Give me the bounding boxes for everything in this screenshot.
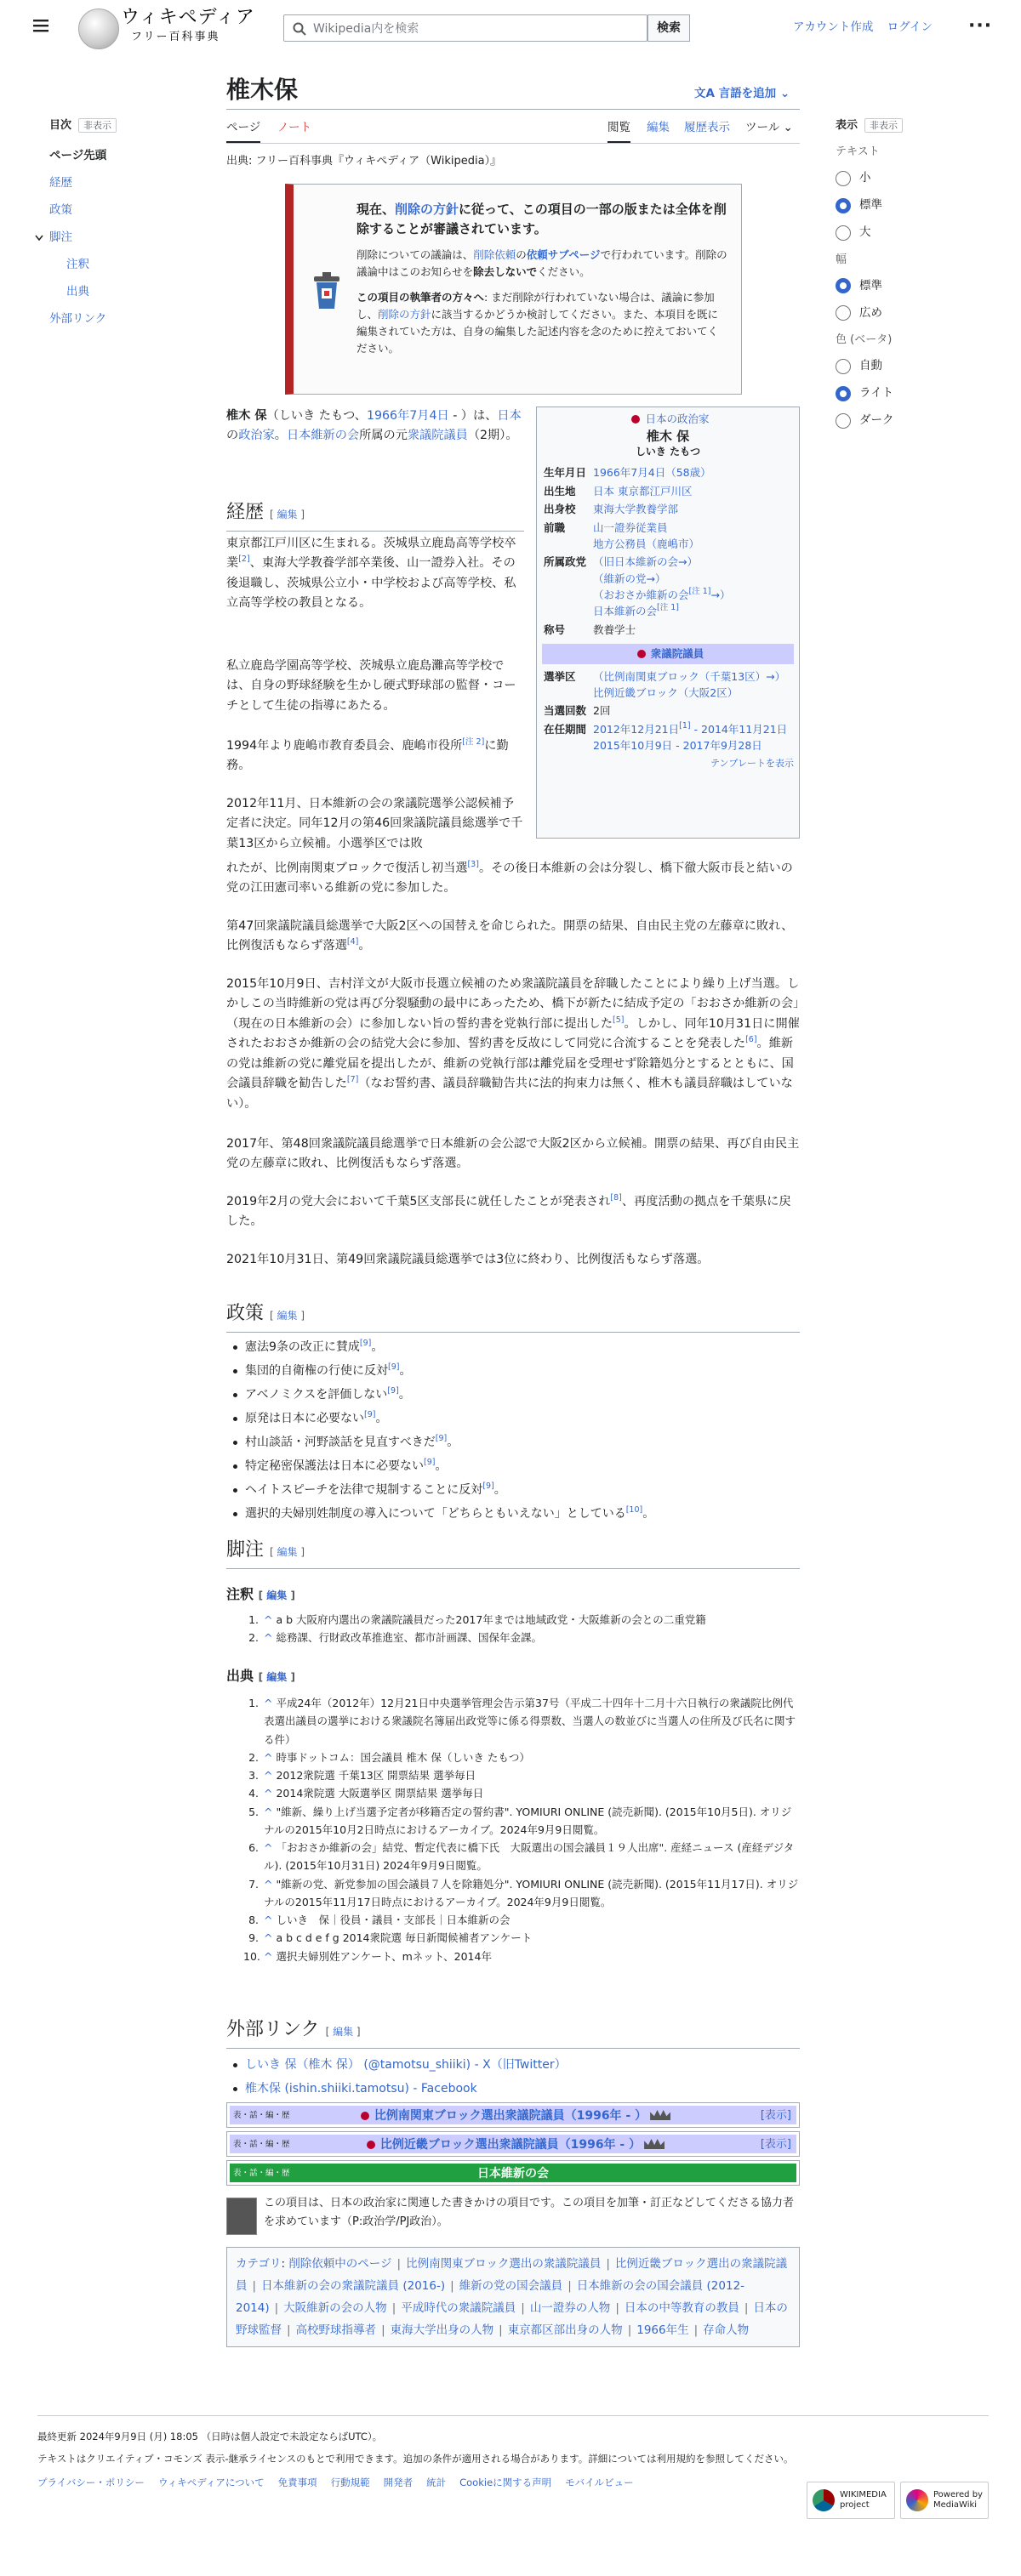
category-box: カテゴリ: 削除依頼中のページ | 比例南関東ブロック選出の衆議院議員 | 比例近畿ブロック選出の衆議院議員 | 日本維新の会の衆議院議員 (2016-) | 維新の党の国会議員 | 日本維新の会の国会議員 (2012-2014) | 大阪維新の会の人物 | 平成時代の衆議院議員 | 山一證券の人物 | 日本の中等教育の教員 | 日本の野球監督 | 高校野球指導者 | 東海大学出身の人物 | 東京都区部出身の人物 | 1966年生 | 存命人物: [226, 2247, 800, 2347]
appearance-title: 表示: [836, 119, 858, 132]
edit-refs-link[interactable]: 編集: [266, 1671, 288, 1683]
text-size-label: テキスト: [836, 145, 880, 158]
edit-notes-link[interactable]: 編集: [266, 1589, 288, 1601]
infobox-key: 称号: [544, 623, 566, 636]
infobox-table: [542, 463, 794, 639]
navbox-ishin: [226, 2160, 800, 2186]
last-modified: 最終更新 2024年9月9日 (月) 18:05 （日時は個人設定で未設定ならばUTC）。: [37, 2431, 383, 2442]
login-link[interactable]: ログイン: [887, 20, 933, 34]
infobox-value[interactable]: 2012年12月21日[1] - 2014年11月21日 2015年10月9日 - 2017年9月28日: [593, 720, 788, 753]
navbox-title-link[interactable]: 比例南関東ブロック選出衆議院議員（1996年 - ）: [374, 2109, 647, 2123]
footer-links: [37, 2475, 647, 2490]
infobox-ruby: しいき たもつ: [635, 445, 701, 458]
reference-item: 6. ^ 「おおさか維新の会」結党、暫定代表に橋下氏 大阪選出の国会議員１９人出席". 産経ニュース (産経デジタル). (2015年10月31日) 2024年9月9日閲覧。: [248, 1841, 795, 1873]
note-item: 1. ^ a b 大阪府内選出の衆議院議員だった2017年までは地域政党・大阪維新の会との二重党籍: [248, 1613, 706, 1626]
section-heading-footnotes: 脚注 [ 編集 ]: [226, 1538, 800, 1569]
category-link[interactable]: 存命人物: [703, 2323, 750, 2337]
infobox-category-link[interactable]: 日本の政治家: [645, 412, 710, 425]
site-header: [0, 0, 1021, 56]
deletion-request-link[interactable]: 削除依頼: [473, 248, 516, 261]
reference-item: 3. ^ 2012衆院選 千葉13区 開票結果 選挙毎日: [248, 1769, 476, 1782]
reference-item: 5. ^ "維新、繰り上げ当選予定者が移籍否定の誓約書". YOMIURI ONLINE (読売新聞). (2015年10月5日). オリジナルの2015年10月2日時点におけるアーカイブ。2024年9月9日閲覧。: [248, 1805, 792, 1836]
tab-history[interactable]: 履歴表示: [684, 121, 730, 134]
career-p7: 2017年、第48回衆議院議員総選挙で日本維新の会公認で大阪2区から立候補。開票の結果、再び自由民主党の左藤章に敗れ、比例復活もならず落選。: [226, 1137, 800, 1171]
infobox-row: [542, 500, 794, 518]
reference-item: 9. ^ a b c d e f g 2014衆院選 毎日新聞候補者アンケート: [248, 1931, 533, 1945]
category-link[interactable]: 比例南関東ブロック選出の衆議院議員: [406, 2257, 602, 2271]
reference-item: 1. ^ 平成24年（2012年）12月21日中央選挙管理会告示第37号（平成二十四年十二月十六日執行の衆議院比例代表選出議員の選挙における衆議院名簿届出政党等に係る得票数、当選人の数並びに当選人の住所及び氏名に関する件）: [248, 1697, 796, 1746]
text-size-small-radio[interactable]: 小: [836, 165, 989, 192]
external-link-facebook[interactable]: 椎木保 (ishin.shiiki.tamotsu) - Facebook: [226, 2077, 800, 2101]
category-link[interactable]: 1966年生: [636, 2323, 689, 2337]
infobox: [536, 407, 800, 839]
policy-item: 原発は日本に必要ない[9]。: [226, 1407, 800, 1430]
subheading-refs: 出典 [ 編集 ]: [226, 1668, 295, 1684]
policy-item: 選択的夫婦別姓制度の導入について「どちらともいえない」としている[10]。: [226, 1502, 800, 1526]
reference-item: 2. ^ 時事ドットコム：国会議員 椎木 保（しいき たもつ）: [248, 1750, 530, 1764]
deletion-notice: [285, 184, 742, 395]
career-p5: 第47回衆議院議員総選挙で大阪2区への国替えを命じられた。開票の結果、自由民主党の左藤章に敗れ、比例復活もならず落選[4]。: [226, 919, 794, 953]
search-icon: [293, 22, 306, 36]
show-template-link[interactable]: テンプレートを表示: [710, 758, 794, 770]
infobox-key: 生年月日: [544, 466, 587, 480]
navbox-vde-links[interactable]: 表・話・編・歴: [233, 2140, 290, 2149]
trash-bin-icon: [311, 270, 343, 310]
category-link[interactable]: 日本維新の会の国会議員 (2012-2014): [236, 2279, 745, 2315]
color-light-radio[interactable]: ライト: [836, 380, 989, 407]
category-link[interactable]: 日本の野球監督: [236, 2301, 788, 2337]
appearance-panel: [836, 117, 989, 435]
more-options-icon[interactable]: ···: [968, 15, 993, 37]
search-placeholder: Wikipedia内を検索: [313, 22, 419, 36]
refs-list: [243, 1694, 800, 1965]
wikipedia-globe-logo[interactable]: [78, 9, 119, 49]
infobox-value: 教養学士: [593, 623, 636, 636]
text-size-large-radio[interactable]: 大: [836, 219, 989, 247]
infobox-key: 選挙区: [544, 669, 576, 683]
edit-policy-link[interactable]: 編集: [277, 1310, 298, 1322]
toc-item-refs[interactable]: 出典: [66, 284, 89, 299]
category-link[interactable]: 維新の党の国会議員: [459, 2279, 563, 2293]
navbox-show-toggle[interactable]: [表示]: [760, 2138, 791, 2151]
site-sub: 出典: フリー百科事典『ウィキペディア（Wikipedia）』: [226, 155, 502, 168]
reference-item: 10. ^ 選択夫婦別姓アンケート、mネット、2014年: [243, 1949, 492, 1963]
width-wide-radio[interactable]: 広め: [836, 299, 989, 327]
navbox-title[interactable]: 日本維新の会: [477, 2167, 549, 2181]
infobox-row: [542, 463, 794, 481]
toc-hide-button[interactable]: 非表示: [78, 118, 117, 133]
footer-link[interactable]: モバイルビュー: [565, 2476, 634, 2488]
external-links-list: [226, 2053, 800, 2101]
reference-item: 4. ^ 2014衆院選 大阪選挙区 開票結果 選挙毎日: [248, 1787, 484, 1800]
search-button[interactable]: 検索: [647, 14, 690, 42]
deletion-author-note: この項目の執筆者の方々へ: まだ削除が行われていない場合は、議論に参加し、削除の方針に該当するかどうか検討してください。また、本項目を既に編集されていた方は、自身の編集した記述内容を念のために控えておいてください。: [356, 291, 719, 355]
tab-talk[interactable]: ノート: [277, 121, 312, 134]
toc-item-career[interactable]: 経歴: [49, 175, 72, 190]
infobox-value[interactable]: 山一證券従業員 地方公務員（鹿嶋市）: [593, 520, 700, 550]
section-heading-external: 外部リンク [ 編集 ]: [226, 2017, 800, 2049]
infobox-value[interactable]: 東海大学教養学部: [593, 503, 679, 516]
category-link[interactable]: 平成時代の衆議院議員: [401, 2301, 516, 2315]
note-item: 2. ^ 総務課、行財政改革推進室、都市計画課、国保年金課。: [248, 1631, 542, 1645]
tab-edit[interactable]: 編集: [647, 121, 670, 134]
footer-link[interactable]: プライバシー・ポリシー: [37, 2476, 145, 2488]
career-p4a: 2012年11月、日本維新の会の衆議院選挙公認候補予定者に決定。同年12月の第46回衆議院議員総選挙で千葉13区から立候補。小選挙区では敗: [226, 797, 523, 850]
category-link[interactable]: 日本の中等教育の教員: [624, 2301, 739, 2315]
infobox-row: [542, 621, 794, 639]
infobox-row: [542, 702, 794, 719]
edit-career-link[interactable]: 編集: [277, 509, 298, 520]
license-text: テキストはクリエイティブ・コモンズ 表示-継承ライセンスのもとで利用できます。追加の条件が適用される場合があります。詳細については利用規約を参照してください。: [37, 2453, 794, 2465]
category-link[interactable]: 日本維新の会の衆議院議員 (2016-): [261, 2279, 446, 2293]
crown-icon: [650, 2110, 670, 2120]
footer-link[interactable]: 免責事項: [277, 2476, 317, 2488]
deletion-policy-link-2[interactable]: 削除の方針: [378, 308, 431, 321]
navbox-vde-links[interactable]: 表・話・編・歴: [233, 2111, 290, 2120]
subheading-notes: 注釈 [ 編集 ]: [226, 1586, 295, 1602]
edit-footnotes-link[interactable]: 編集: [277, 1546, 298, 1558]
infobox-key: 所属政党: [544, 555, 587, 569]
width-label: 幅: [836, 253, 847, 266]
infobox-key: 出身校: [544, 503, 576, 516]
toc-title: 目次: [49, 119, 72, 132]
footer-link[interactable]: 統計: [426, 2476, 447, 2488]
lead-paragraph: 椎木 保（しいき たもつ、1966年7月4日 - ）は、日本の政治家。日本維新の会所属の元衆議院議員（2期）。: [226, 409, 522, 443]
infobox-key: 在任期間: [544, 722, 587, 736]
career-p6: 2015年10月9日、吉村洋文が大阪市長選立候補のため衆議院議員を辞職したことにより繰り上げ当選。しかしこの当時維新の党は再び分裂騒動の最中にあったため、橋下が新たに結成予定の「おおさか維新の会」（現在の日本維新の会）に参加しない旨の誓約書を党執行部に提出した[5]。しかし、同年10月31日に開催されたおおさか維新の会の結党大会に参加、誓約書を反故にして同党に合流することを発表した[6]。維新の党は維新の党に離党届を提出したが、維新の党執行部は離党届を受理せず除籍処分とするとともに、国会議員辞職を勧告した[7]（なお誓約書、議員辞職勧告共に法的拘束力は無く、椎木も議員辞職はしていない）。: [226, 977, 800, 1111]
color-label: 色 (ベータ): [836, 333, 893, 347]
infobox-row: [542, 519, 794, 554]
category-link[interactable]: 山一證券の人物: [529, 2301, 611, 2315]
infobox-value[interactable]: 日本 東京都江戸川区: [593, 484, 693, 498]
career-p4b: れたが、比例南関東ブロックで復活し初当選[3]。その後日本維新の会は分裂し、橋下徹大阪市長と結いの党の江田憲司率いる維新の党に参加した。: [226, 860, 793, 896]
color-auto-radio[interactable]: 自動: [836, 353, 989, 380]
chevron-down-icon[interactable]: [34, 229, 44, 247]
policy-item: 村山談話・河野談話を見直すべきだ[9]。: [226, 1430, 800, 1454]
deletion-discussion-text: 削除についての議論は、削除依頼の依頼サブページで行われています。削除の議論中はこのお知らせを除去しないでください。: [356, 248, 727, 278]
infobox-value[interactable]: （比例南関東ブロック（千葉13区）→） 比例近畿ブロック（大阪2区）: [593, 669, 786, 699]
navbox-title-link[interactable]: 比例近畿ブロック選出衆議院議員（1996年 - ）: [379, 2138, 642, 2152]
footer-link[interactable]: ウィキペディアについて: [157, 2476, 265, 2488]
tab-tools[interactable]: ツール ⌄: [745, 121, 793, 134]
translate-icon: 文A: [694, 87, 719, 100]
policy-item: 集団的自衛権の行使に反対[9]。: [226, 1359, 800, 1383]
site-title[interactable]: ウィキペディア: [121, 7, 255, 28]
infobox-row: [542, 668, 794, 702]
policy-item: 特定秘密保護法は日本に必要ない[9]。: [226, 1454, 800, 1478]
deletion-headline: 現在、削除の方針に従って、この項目の一部の版または全体を削除することが審議されています。: [356, 202, 727, 236]
career-p2: 私立鹿島学園高等学校、茨城県立鹿島灘高等学校では、自身の野球経験を生かし硬式野球部の監督・コーチとして生徒の指導にあたる。: [226, 659, 516, 713]
career-p9: 2021年10月31日、第49回衆議院議員総選挙では3位に終わり、比例復活もならず落選。: [226, 1253, 710, 1266]
section-heading-career: 経歴 [ 編集 ]: [226, 500, 524, 532]
navbox-south-kanto: [226, 2102, 800, 2128]
japan-flag-icon: [631, 415, 640, 424]
width-standard-radio[interactable]: 標準: [836, 272, 989, 299]
policy-list: [226, 1335, 800, 1526]
table-of-contents: [49, 117, 194, 338]
toc-item-external[interactable]: 外部リンク: [49, 311, 107, 326]
toc-item-footnotes[interactable]: 脚注: [49, 230, 72, 244]
search-input[interactable]: [283, 14, 647, 42]
toc-item-top[interactable]: ページ先頭: [49, 148, 107, 162]
stub-notice: この項目は、日本の政治家に関連した書きかけの項目です。この項目を加筆・訂正などしてくださる協力者を求めています（P:政治学/PJ政治）。: [226, 2194, 800, 2238]
category-link[interactable]: 比例近畿ブロック選出の衆議院議員: [236, 2257, 788, 2293]
policy-item: アベノミクスを評価しない[9]。: [226, 1383, 800, 1407]
policy-item: 憲法9条の改正に賛成[9]。: [226, 1335, 800, 1359]
category-link[interactable]: 東海大学出身の人物: [390, 2323, 494, 2337]
infobox-value: 2回: [593, 704, 611, 718]
footer-link[interactable]: Cookieに関する声明: [459, 2476, 552, 2488]
add-languages-button[interactable]: 文A 言語を追加 ⌄: [694, 87, 790, 100]
infobox-value[interactable]: 1966年7月4日（58歳）: [593, 466, 711, 480]
tab-page[interactable]: ページ: [226, 119, 260, 143]
wikimedia-badge[interactable]: WIKIMEDIA project: [807, 2482, 895, 2519]
infobox-row: [542, 482, 794, 500]
category-link[interactable]: 削除依頼中のページ: [288, 2257, 392, 2271]
politician-portrait-icon: [226, 2198, 257, 2235]
main-menu-icon[interactable]: [32, 17, 49, 34]
infobox-value[interactable]: （旧日本維新の会→） （維新の党→） （おおさか維新の会[注 1]→） 日本維新の会[注 1]: [593, 555, 731, 618]
create-account-link[interactable]: アカウント作成: [793, 20, 874, 34]
toc-item-notes[interactable]: 注釈: [66, 257, 89, 271]
policy-item: ヘイトスピーチを法律で規制することに反対[9]。: [226, 1478, 800, 1502]
appearance-hide-button[interactable]: 非表示: [864, 118, 903, 133]
mediawiki-badge[interactable]: Powered by MediaWiki: [900, 2482, 989, 2519]
career-p8: 2019年2月の党大会において千葉5区支部長に就任したことが発表され[8]、再度活動の拠点を千葉県に戻した。: [226, 1193, 791, 1229]
category-link[interactable]: 東京都区部出身の人物: [507, 2323, 623, 2337]
infobox-row: [542, 720, 794, 755]
request-subpage-link[interactable]: 依頼サブページ: [526, 248, 601, 261]
reference-item: 7. ^ "維新の党、新党参加の国会議員７人を除籍処分". YOMIURI ONLINE (読売新聞). (2015年11月17日). オリジナルの2015年11月17日時点におけるアーカイブ。2024年9月9日閲覧。: [248, 1877, 799, 1908]
section-heading-policy: 政策 [ 編集 ]: [226, 1301, 800, 1333]
category-link[interactable]: 大阪維新の会の人物: [283, 2301, 387, 2315]
infobox-band-title[interactable]: 衆議院議員: [650, 647, 704, 661]
edit-external-link[interactable]: 編集: [333, 2026, 354, 2038]
career-p3: 1994年より鹿嶋市教育委員会、鹿嶋市役所[注 2]に勤務。: [226, 737, 509, 773]
page-title: 椎木保: [226, 76, 299, 104]
infobox-name: 椎木 保: [646, 429, 690, 445]
site-tagline: フリー百科事典: [131, 31, 220, 43]
infobox-key: 出生地: [544, 484, 576, 498]
footer-link[interactable]: 行動規範: [330, 2476, 370, 2488]
navbox-vde-links[interactable]: 表・話・編・歴: [233, 2169, 290, 2178]
infobox-row: [542, 553, 794, 621]
categories-label-link[interactable]: カテゴリ: [236, 2257, 282, 2271]
navbox-kinki: [226, 2131, 800, 2157]
crown-icon: [644, 2139, 665, 2149]
footer-link[interactable]: 開発者: [383, 2476, 414, 2488]
navbox-show-toggle[interactable]: [表示]: [760, 2109, 791, 2122]
reference-item: 8. ^ しいき 保｜役員・議員・支部長｜日本維新の会: [248, 1914, 510, 1926]
infobox-key: 前職: [544, 520, 566, 534]
color-dark-radio[interactable]: ダーク: [836, 407, 989, 435]
deletion-policy-link[interactable]: 削除の方針: [395, 202, 459, 217]
external-link-x[interactable]: しいき 保（椎木 保） (@tamotsu_shiiki) - X（旧Twitter）: [226, 2053, 800, 2077]
infobox-key: 当選回数: [544, 704, 587, 718]
notes-list: [243, 1611, 800, 1647]
japan-flag-icon: [637, 650, 646, 658]
career-p1: 東京都江戸川区に生まれる。茨城県立鹿島高等学校卒業[2]、東海大学教養学部卒業後、山一證券入社。その後退職し、茨城県公立小・中学校および高等学校、私立高等学校の教員となる。: [226, 537, 516, 611]
tab-read[interactable]: 閲覧: [607, 119, 630, 143]
toc-item-policy[interactable]: 政策: [49, 202, 72, 217]
infobox-table-2: [542, 668, 794, 755]
category-link[interactable]: 高校野球指導者: [295, 2323, 377, 2337]
text-size-standard-radio[interactable]: 標準: [836, 192, 989, 219]
